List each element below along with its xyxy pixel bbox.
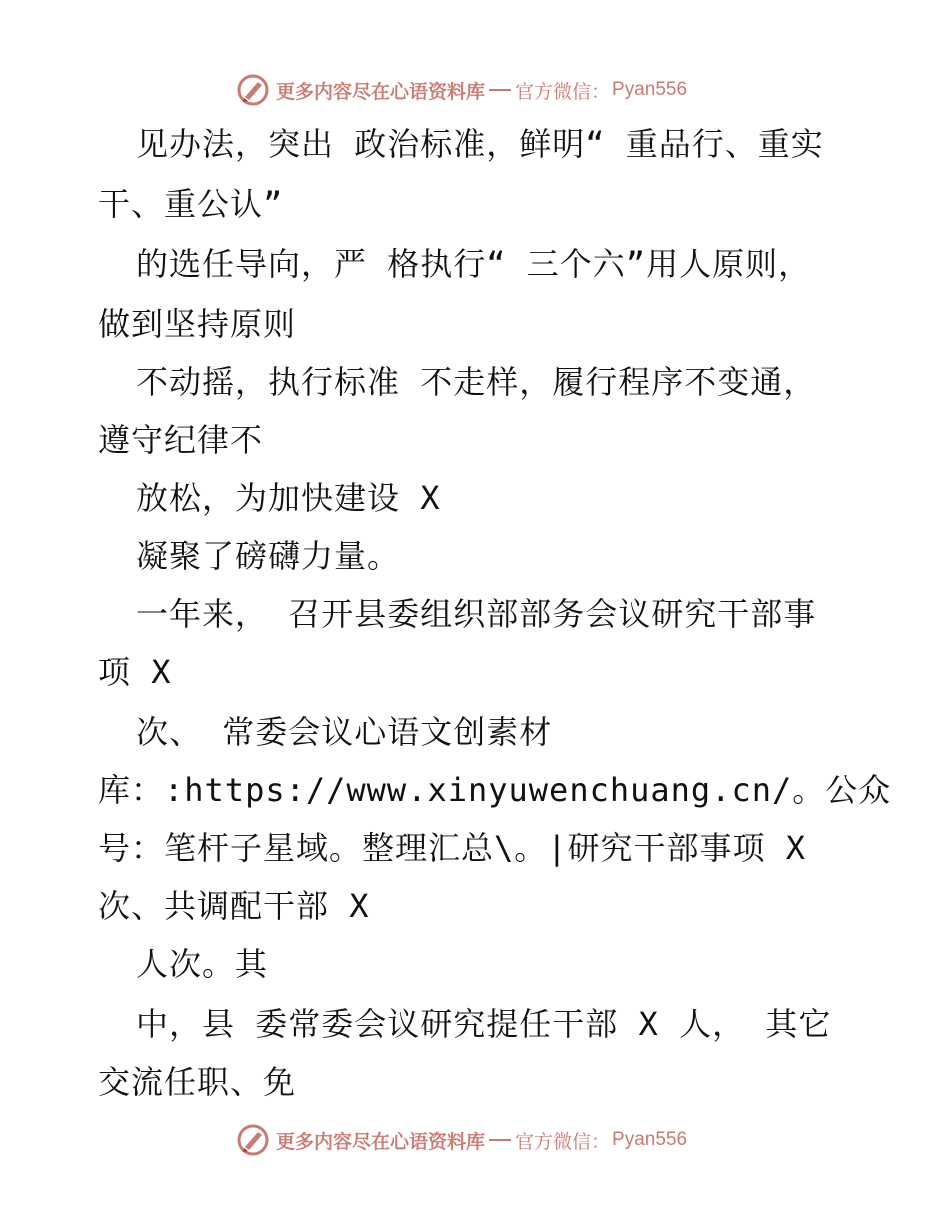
body-line: 干、重公认” — [98, 185, 284, 223]
body-line: 人次。其 — [136, 945, 269, 983]
body-line: 交流任职、免 — [98, 1063, 297, 1101]
banner-dash — [489, 1139, 511, 1141]
brush-seal-icon — [236, 1123, 270, 1157]
brush-seal-icon — [236, 73, 270, 107]
body-line: 中，县 委常委会议研究提任干部 X 人， 其它 — [136, 1005, 832, 1043]
body-line: 的选任导向，严 格执行“ 三个六”用人原则， — [136, 245, 812, 283]
body-line: 见办法，突出 政治标准，鲜明“ 重品行、重实 — [136, 125, 824, 163]
body-line: 次、 常委会议心语文创素材 — [136, 713, 553, 751]
banner-wechat-label: 官方微信： — [515, 80, 611, 103]
banner-main-text: 更多内容尽在心语资料库 — [276, 1130, 486, 1153]
body-line: 做到坚持原则 — [98, 305, 297, 343]
banner-main-text: 更多内容尽在心语资料库 — [276, 80, 486, 103]
header-banner — [236, 70, 756, 110]
body-line: 次、共调配干部 X — [98, 887, 370, 925]
body-line: 库：:https://www.xinyuwenchuang.cn/。公众 — [98, 771, 892, 809]
body-line: 放松，为加快建设 X — [136, 479, 441, 517]
footer-banner — [236, 1120, 756, 1160]
body-line: 项 X — [98, 653, 172, 691]
body-line: 遵守纪律不 — [98, 421, 264, 459]
body-line: 号：笔杆子星域。整理汇总\。|研究干部事项 X — [98, 829, 807, 867]
banner-dash — [489, 89, 511, 91]
body-line: 凝聚了磅礴力量。 — [136, 537, 401, 575]
banner-wechat-handle: Pyan556 — [612, 79, 688, 100]
banner-wechat-handle: Pyan556 — [612, 1129, 688, 1150]
banner-wechat-label: 官方微信： — [515, 1130, 611, 1153]
body-line: 不动摇，执行标准 不走样，履行程序不变通， — [136, 363, 817, 401]
body-line: 一年来， 召开县委组织部部务会议研究干部事 — [136, 595, 817, 633]
